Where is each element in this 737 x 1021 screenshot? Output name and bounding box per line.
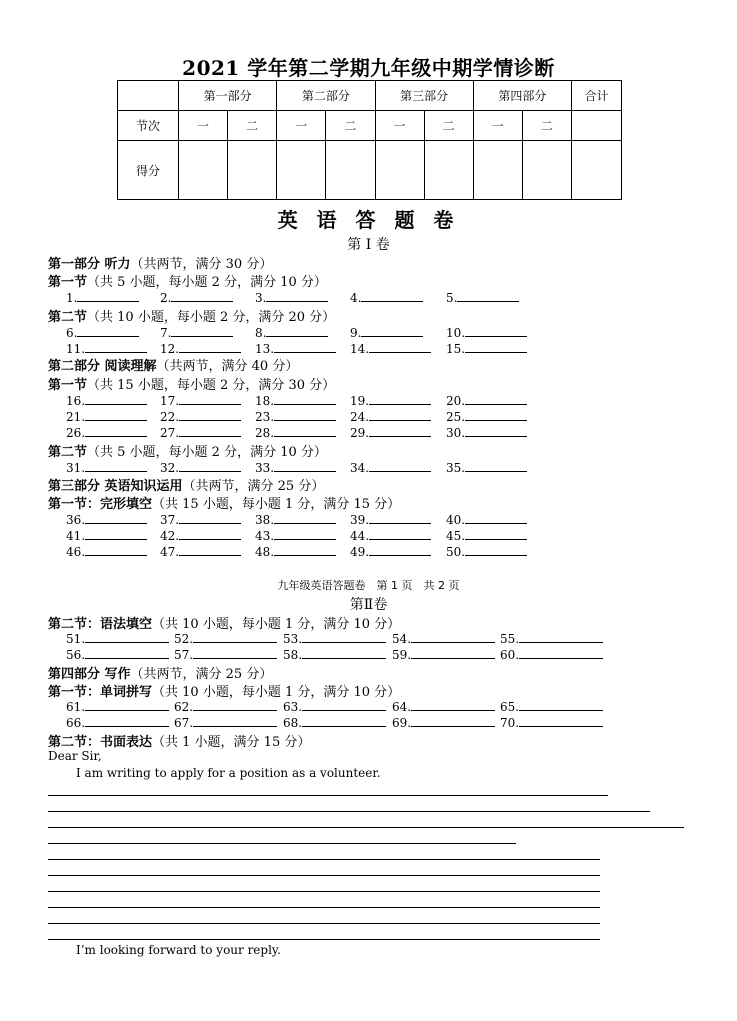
answer-item: [66, 631, 169, 646]
part4-heading-bold: 第四部分 写作: [48, 667, 131, 682]
part2-section2-rest: （共 5 小题，每小题 2 分，满分 10 分）: [87, 445, 327, 460]
answer-number: 2.: [160, 291, 172, 305]
part2-section1-rest: （共 15 小题，每小题 2 分，满分 30 分）: [87, 378, 336, 393]
answer-item: [255, 341, 336, 356]
answer-blank[interactable]: [457, 290, 519, 302]
answer-number: 62.: [174, 700, 194, 714]
answer-blank[interactable]: [411, 647, 495, 659]
answer-number: 63.: [283, 700, 303, 714]
answer-item: [160, 393, 241, 408]
answer-item: [255, 425, 336, 440]
part3-section1-heading: [48, 493, 400, 512]
answer-number: 68.: [283, 716, 303, 730]
answer-blank[interactable]: [274, 460, 336, 472]
writing-line[interactable]: [48, 939, 600, 940]
writing-line[interactable]: [48, 907, 600, 908]
answer-number: 6.: [66, 326, 78, 340]
answer-blank[interactable]: [77, 325, 139, 337]
answer-item: [174, 647, 277, 662]
part4-section2-rest: （共 1 小题，满分 15 分）: [152, 735, 311, 750]
part2-section1-bold: 第一节: [48, 378, 88, 393]
answer-item: [446, 341, 527, 356]
answer-item: [350, 341, 431, 356]
answer-item: [160, 425, 241, 440]
answer-item: [283, 699, 386, 714]
answer-blank[interactable]: [369, 425, 431, 437]
part3-section2-bold: 第二节：语法填空: [48, 617, 153, 632]
answer-blank[interactable]: [411, 699, 495, 711]
answer-blank[interactable]: [193, 647, 277, 659]
answer-number: 15.: [446, 342, 466, 356]
answer-blank[interactable]: [369, 544, 431, 556]
answer-number: 20.: [446, 394, 466, 408]
answer-item: [66, 341, 147, 356]
answer-blank[interactable]: [465, 528, 527, 540]
answer-item: [160, 512, 241, 527]
answer-number: 70.: [500, 716, 520, 730]
answer-number: 58.: [283, 648, 303, 662]
letter-closing: I’m looking forward to your reply.: [76, 943, 281, 957]
answer-blank[interactable]: [369, 393, 431, 405]
answer-number: 24.: [350, 410, 370, 424]
part1-section2-rest: （共 10 小题，每小题 2 分，满分 20 分）: [87, 310, 336, 325]
score-table-section: 二: [326, 111, 375, 141]
part1-section1-heading: [48, 271, 327, 290]
answer-item: [500, 715, 603, 730]
part4-heading-rest: （共两节，满分 25 分）: [130, 667, 273, 682]
answer-blank[interactable]: [465, 512, 527, 524]
answer-item: [283, 715, 386, 730]
answer-number: 31.: [66, 461, 86, 475]
answer-number: 48.: [255, 545, 275, 559]
answer-item: [392, 647, 495, 662]
answer-blank[interactable]: [411, 715, 495, 727]
answer-item: [255, 512, 336, 527]
answer-number: 64.: [392, 700, 412, 714]
answer-item: [350, 512, 431, 527]
part3-section1-rest: （共 15 小题，每小题 1 分，满分 15 分）: [152, 497, 401, 512]
answer-item: [160, 409, 241, 424]
answer-item: [255, 393, 336, 408]
answer-item: [350, 460, 431, 475]
answer-blank[interactable]: [302, 631, 386, 643]
part4-section1-heading: [48, 681, 400, 700]
answer-item: [446, 325, 527, 340]
part2-section1-heading: [48, 374, 335, 393]
answer-blank[interactable]: [519, 699, 603, 711]
answer-item: [160, 325, 233, 340]
subject-title: 英 语 答 题 卷: [277, 208, 460, 232]
score-table-section: 一: [473, 111, 522, 141]
answer-number: 28.: [255, 426, 275, 440]
answer-blank[interactable]: [274, 425, 336, 437]
answer-blank[interactable]: [77, 290, 139, 302]
part1-section2-bold: 第二节: [48, 310, 88, 325]
answer-number: 1.: [66, 291, 78, 305]
answer-blank[interactable]: [519, 647, 603, 659]
answer-number: 52.: [174, 632, 194, 646]
answer-item: [500, 647, 603, 662]
part1-heading: [48, 253, 272, 272]
answer-blank[interactable]: [179, 341, 241, 353]
answer-item: [350, 325, 423, 340]
answer-number: 8.: [255, 326, 267, 340]
score-cell[interactable]: [326, 141, 375, 200]
answer-number: 39.: [350, 513, 370, 527]
part2-heading-rest: （共两节，满分 40 分）: [156, 359, 299, 374]
letter-greeting: Dear Sir,: [48, 749, 102, 763]
answer-item: [160, 544, 241, 559]
part1-heading-rest: （共两节，满分 30 分）: [130, 257, 273, 272]
answer-item: [446, 528, 527, 543]
answer-item: [350, 425, 431, 440]
answer-blank[interactable]: [193, 715, 277, 727]
answer-number: 7.: [160, 326, 172, 340]
letter-opening: I am writing to apply for a position as a volunteer.: [76, 766, 381, 780]
answer-blank[interactable]: [274, 528, 336, 540]
writing-line[interactable]: [48, 827, 684, 828]
answer-blank[interactable]: [369, 341, 431, 353]
part4-section1-bold: 第一节：单词拼写: [48, 685, 153, 700]
answer-item: [350, 393, 431, 408]
answer-number: 44.: [350, 529, 370, 543]
answer-item: [66, 393, 147, 408]
answer-item: [255, 409, 336, 424]
part2-heading-bold: 第二部分 阅读理解: [48, 359, 157, 374]
part3-section2-rest: （共 10 小题，每小题 1 分，满分 10 分）: [152, 617, 401, 632]
score-table-section: 二: [424, 111, 473, 141]
answer-item: [160, 341, 241, 356]
page-title: 2021 学年第二学期九年级中期学情诊断: [182, 56, 555, 80]
answer-number: 10.: [446, 326, 466, 340]
answer-number: 38.: [255, 513, 275, 527]
answer-item: [446, 544, 527, 559]
answer-item: [446, 425, 527, 440]
answer-number: 60.: [500, 648, 520, 662]
answer-item: [174, 699, 277, 714]
answer-number: 11.: [66, 342, 86, 356]
part1-section1-bold: 第一节: [48, 275, 88, 290]
answer-number: 14.: [350, 342, 370, 356]
score-cell[interactable]: [375, 141, 424, 200]
answer-number: 35.: [446, 461, 466, 475]
answer-number: 59.: [392, 648, 412, 662]
score-table-section: 二: [522, 111, 571, 141]
answer-number: 21.: [66, 410, 86, 424]
answer-item: [66, 544, 147, 559]
answer-item: [283, 631, 386, 646]
part2-section2-bold: 第二节: [48, 445, 88, 460]
answer-number: 55.: [500, 632, 520, 646]
part1-heading-bold: 第一部分 听力: [48, 257, 131, 272]
answer-item: [350, 528, 431, 543]
answer-blank[interactable]: [85, 544, 147, 556]
answer-blank[interactable]: [85, 631, 169, 643]
answer-item: [392, 715, 495, 730]
answer-item: [66, 647, 169, 662]
score-table-part-2: 第二部分: [277, 81, 375, 111]
answer-item: [255, 544, 336, 559]
answer-number: 34.: [350, 461, 370, 475]
page-footer: 九年级英语答题卷 第 1 页 共 2 页: [277, 579, 460, 592]
answer-blank[interactable]: [274, 393, 336, 405]
answer-item: [392, 699, 495, 714]
answer-item: [174, 631, 277, 646]
answer-number: 42.: [160, 529, 180, 543]
answer-number: 53.: [283, 632, 303, 646]
answer-number: 40.: [446, 513, 466, 527]
answer-number: 29.: [350, 426, 370, 440]
answer-number: 56.: [66, 648, 86, 662]
answer-blank[interactable]: [369, 460, 431, 472]
answer-item: [160, 290, 233, 305]
answer-blank[interactable]: [465, 393, 527, 405]
part3-section2-heading: [48, 613, 400, 632]
score-cell[interactable]: [228, 141, 277, 200]
score-table-part-1: 第一部分: [179, 81, 277, 111]
score-table-header-row: [118, 81, 622, 111]
part2-heading: [48, 355, 298, 374]
answer-number: 36.: [66, 513, 86, 527]
answer-item: [350, 544, 431, 559]
answer-blank[interactable]: [85, 715, 169, 727]
answer-item: [350, 290, 423, 305]
answer-blank[interactable]: [465, 460, 527, 472]
answer-item: [255, 528, 336, 543]
answer-blank[interactable]: [85, 528, 147, 540]
score-cell[interactable]: [522, 141, 571, 200]
score-table-score-row: [118, 141, 622, 200]
answer-item: [66, 699, 169, 714]
part1-section2-heading: [48, 306, 335, 325]
answer-number: 4.: [350, 291, 362, 305]
writing-line[interactable]: [48, 891, 600, 892]
writing-line[interactable]: [48, 795, 608, 796]
answer-blank[interactable]: [465, 409, 527, 421]
answer-item: [446, 393, 527, 408]
part4-section2-bold: 第二节：书面表达: [48, 735, 153, 750]
answer-blank[interactable]: [302, 715, 386, 727]
answer-blank[interactable]: [465, 325, 527, 337]
answer-blank[interactable]: [274, 341, 336, 353]
answer-number: 33.: [255, 461, 275, 475]
answer-blank[interactable]: [193, 631, 277, 643]
score-table-section: 一: [375, 111, 424, 141]
answer-number: 25.: [446, 410, 466, 424]
answer-number: 54.: [392, 632, 412, 646]
volume-2-heading: 第Ⅱ卷: [349, 597, 388, 613]
answer-number: 66.: [66, 716, 86, 730]
answer-number: 49.: [350, 545, 370, 559]
answer-item: [160, 460, 241, 475]
score-table-section: 一: [277, 111, 326, 141]
answer-item: [255, 325, 328, 340]
score-table-section: 一: [179, 111, 228, 141]
answer-blank[interactable]: [85, 460, 147, 472]
part4-heading: [48, 663, 272, 682]
part1-section1-rest: （共 5 小题，每小题 2 分，满分 10 分）: [87, 275, 327, 290]
answer-number: 45.: [446, 529, 466, 543]
score-table-total: 合计: [572, 81, 622, 111]
answer-item: [66, 460, 147, 475]
answer-number: 19.: [350, 394, 370, 408]
answer-number: 46.: [66, 545, 86, 559]
writing-line[interactable]: [48, 843, 516, 844]
answer-number: 13.: [255, 342, 275, 356]
answer-blank[interactable]: [519, 715, 603, 727]
answer-number: 18.: [255, 394, 275, 408]
part4-section1-rest: （共 10 小题，每小题 1 分，满分 10 分）: [152, 685, 401, 700]
answer-blank[interactable]: [85, 425, 147, 437]
answer-item: [66, 425, 147, 440]
volume-1-heading: 第 I 卷: [347, 237, 390, 253]
answer-blank[interactable]: [179, 393, 241, 405]
answer-blank[interactable]: [85, 341, 147, 353]
answer-number: 47.: [160, 545, 180, 559]
score-cell-total[interactable]: [572, 141, 622, 200]
answer-number: 27.: [160, 426, 180, 440]
answer-number: 67.: [174, 716, 194, 730]
score-table-section-row: [118, 111, 622, 141]
part3-heading: [48, 475, 324, 494]
part3-heading-bold: 第三部分 英语知识运用: [48, 479, 183, 494]
answer-item: [446, 460, 527, 475]
answer-item: [446, 290, 519, 305]
part4-section2-heading: [48, 731, 310, 750]
answer-number: 9.: [350, 326, 362, 340]
answer-blank[interactable]: [465, 425, 527, 437]
answer-item: [66, 512, 147, 527]
answer-blank[interactable]: [369, 409, 431, 421]
score-cell[interactable]: [424, 141, 473, 200]
answer-number: 65.: [500, 700, 520, 714]
answer-item: [392, 631, 495, 646]
answer-number: 51.: [66, 632, 86, 646]
answer-blank[interactable]: [361, 325, 423, 337]
answer-blank[interactable]: [266, 325, 328, 337]
score-table-score-label: 得分: [118, 141, 179, 200]
answer-blank[interactable]: [465, 544, 527, 556]
score-table-part-4: 第四部分: [473, 81, 571, 111]
answer-item: [500, 699, 603, 714]
writing-line[interactable]: [48, 859, 600, 860]
answer-number: 32.: [160, 461, 180, 475]
answer-blank[interactable]: [266, 290, 328, 302]
answer-blank[interactable]: [274, 544, 336, 556]
answer-blank[interactable]: [179, 528, 241, 540]
answer-item: [350, 409, 431, 424]
answer-number: 50.: [446, 545, 466, 559]
answer-item: [255, 290, 328, 305]
answer-number: 5.: [446, 291, 458, 305]
answer-number: 12.: [160, 342, 180, 356]
answer-number: 37.: [160, 513, 180, 527]
answer-number: 57.: [174, 648, 194, 662]
answer-item: [255, 460, 336, 475]
answer-number: 23.: [255, 410, 275, 424]
answer-item: [66, 325, 139, 340]
answer-blank[interactable]: [361, 290, 423, 302]
answer-number: 41.: [66, 529, 86, 543]
answer-number: 16.: [66, 394, 86, 408]
answer-item: [446, 512, 527, 527]
answer-item: [446, 409, 527, 424]
answer-blank[interactable]: [179, 544, 241, 556]
answer-blank[interactable]: [179, 425, 241, 437]
score-cell[interactable]: [179, 141, 228, 200]
answer-item: [160, 528, 241, 543]
score-cell[interactable]: [473, 141, 522, 200]
answer-blank[interactable]: [85, 393, 147, 405]
answer-blank[interactable]: [369, 528, 431, 540]
answer-number: 30.: [446, 426, 466, 440]
answer-blank[interactable]: [465, 341, 527, 353]
answer-blank[interactable]: [369, 512, 431, 524]
score-table: [117, 80, 622, 200]
score-table-total-cell[interactable]: [572, 111, 622, 141]
answer-blank[interactable]: [179, 512, 241, 524]
answer-item: [66, 528, 147, 543]
answer-item: [66, 409, 147, 424]
part3-heading-rest: （共两节，满分 25 分）: [182, 479, 325, 494]
answer-number: 61.: [66, 700, 86, 714]
answer-blank[interactable]: [274, 409, 336, 421]
part2-section2-heading: [48, 441, 327, 460]
answer-blank[interactable]: [179, 409, 241, 421]
writing-line[interactable]: [48, 875, 600, 876]
score-table-part-3: 第三部分: [375, 81, 473, 111]
answer-blank[interactable]: [519, 631, 603, 643]
answer-blank[interactable]: [85, 512, 147, 524]
answer-blank[interactable]: [411, 631, 495, 643]
answer-number: 43.: [255, 529, 275, 543]
answer-blank[interactable]: [193, 699, 277, 711]
writing-line[interactable]: [48, 811, 650, 812]
answer-number: 22.: [160, 410, 180, 424]
answer-blank[interactable]: [179, 460, 241, 472]
part3-section1-bold: 第一节：完形填空: [48, 497, 153, 512]
answer-item: [174, 715, 277, 730]
score-table-section: 二: [228, 111, 277, 141]
answer-item: [66, 290, 139, 305]
score-table-corner: [118, 81, 179, 111]
score-table-section-label: 节次: [118, 111, 179, 141]
answer-number: 69.: [392, 716, 412, 730]
score-cell[interactable]: [277, 141, 326, 200]
answer-item: [66, 715, 169, 730]
answer-blank[interactable]: [85, 409, 147, 421]
answer-number: 3.: [255, 291, 267, 305]
answer-blank[interactable]: [274, 512, 336, 524]
answer-blank[interactable]: [302, 699, 386, 711]
answer-item: [500, 631, 603, 646]
answer-blank[interactable]: [171, 325, 233, 337]
answer-blank[interactable]: [302, 647, 386, 659]
answer-number: 17.: [160, 394, 180, 408]
answer-item: [283, 647, 386, 662]
answer-number: 26.: [66, 426, 86, 440]
answer-blank[interactable]: [85, 647, 169, 659]
answer-blank[interactable]: [85, 699, 169, 711]
answer-blank[interactable]: [171, 290, 233, 302]
writing-line[interactable]: [48, 923, 600, 924]
